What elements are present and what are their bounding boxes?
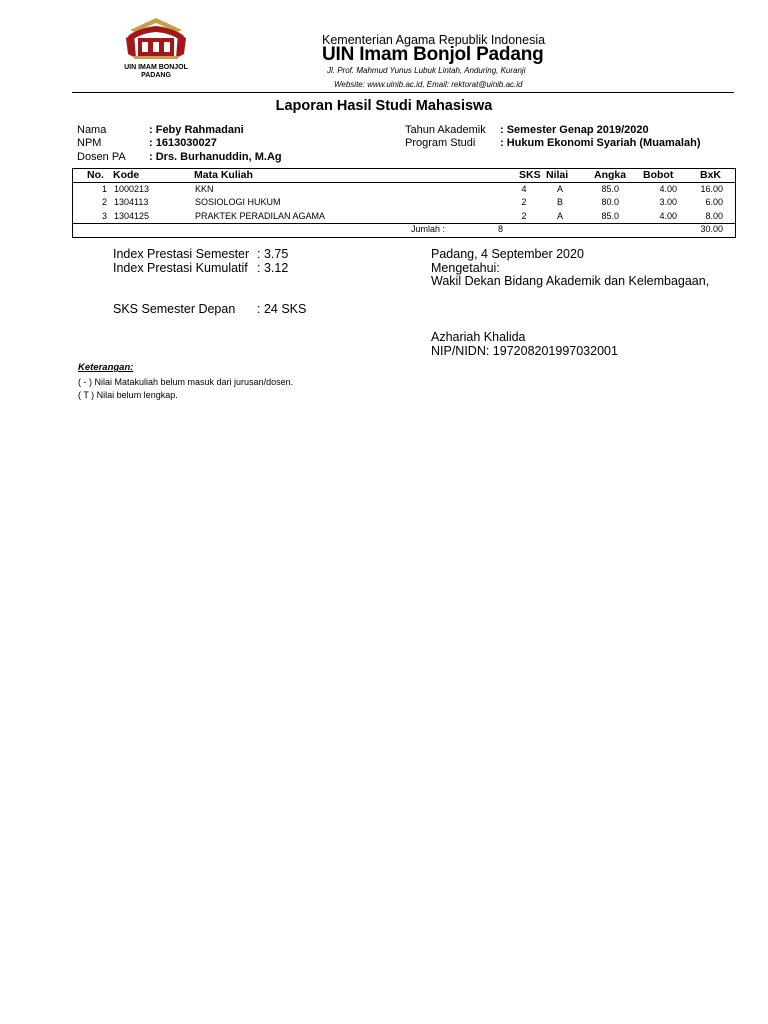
table-cell-mata-kuliah: SOSIOLOGI HUKUM	[195, 197, 281, 207]
nama-value: : Feby Rahmadani	[149, 124, 244, 136]
header-mata-kuliah: Mata Kuliah	[194, 169, 253, 181]
dosen-value: : Drs. Burhanuddin, M.Ag	[149, 151, 282, 163]
sks-depan-label: SKS Semester Depan	[113, 302, 236, 316]
university-address: Jl. Prof. Mahmud Yunus Lubuk Lintah, Anduring, Kuranji	[327, 66, 526, 75]
ipk-value: : 3.12	[257, 261, 289, 275]
table-cell-bobot: 3.00	[659, 197, 677, 207]
table-cell-bxk: 8.00	[705, 211, 723, 221]
ips-label: Index Prestasi Semester	[113, 247, 250, 261]
ips-value: : 3.75	[257, 247, 289, 261]
report-title: Laporan Hasil Studi Mahasiswa	[275, 98, 493, 114]
table-cell-mata-kuliah: PRAKTEK PERADILAN AGAMA	[195, 211, 326, 221]
note-item: ( T ) Nilai belum lengkap.	[78, 390, 178, 400]
table-cell-sks: 2	[521, 197, 527, 207]
tahun-label: Tahun Akademik	[405, 124, 486, 136]
university-name: UIN Imam Bonjol Padang	[322, 44, 544, 65]
table-cell-mata-kuliah: KKN	[195, 184, 214, 194]
header-bxk: BxK	[700, 169, 722, 181]
ministry-name: Kementerian Agama Republik Indonesia	[322, 33, 546, 47]
prodi-value: : Hukum Ekonomi Syariah (Muamalah)	[500, 137, 701, 149]
table-cell-bxk: 6.00	[705, 197, 723, 207]
dosen-label: Dosen PA	[77, 151, 126, 163]
total-label: Jumlah :	[411, 224, 446, 234]
table-cell-angka: 85.0	[601, 184, 619, 194]
logo-caption: UIN IMAM BONJOL PADANG	[124, 64, 188, 79]
table-cell-kode: 1000213	[114, 184, 150, 194]
total-bxk: 30.00	[700, 224, 723, 234]
npm-value: : 1613030027	[149, 137, 217, 149]
table-cell-kode: 1304125	[114, 211, 150, 221]
signer-position: Wakil Dekan Bidang Akademik dan Kelembagaan,	[431, 274, 710, 288]
mengetahui-label: Mengetahui:	[431, 261, 500, 275]
table-body-rule	[73, 223, 735, 224]
table-cell-sks: 2	[521, 211, 527, 221]
header-angka: Angka	[594, 169, 627, 181]
table-cell-no: 1	[101, 184, 107, 194]
sks-depan-value: : 24 SKS	[257, 302, 307, 316]
table-cell-nilai: A	[556, 211, 563, 221]
header-sks: SKS	[519, 169, 541, 181]
table-cell-sks: 4	[521, 184, 527, 194]
table-cell-no: 3	[101, 211, 107, 221]
note-item: ( - ) Nilai Matakuliah belum masuk dari jurusan/dosen.	[78, 377, 294, 387]
header-no: No.	[87, 169, 104, 181]
table-header-rule	[73, 182, 735, 183]
table-cell-angka: 80.0	[601, 197, 619, 207]
npm-label: NPM	[77, 137, 102, 149]
total-sks: 8	[498, 224, 504, 234]
prodi-label: Program Studi	[405, 137, 476, 149]
place-date: Padang, 4 September 2020	[431, 247, 584, 261]
signer-name: Azhariah Khalida	[431, 330, 526, 344]
ipk-label: Index Prestasi Kumulatif	[113, 261, 248, 275]
table-cell-kode: 1304113	[114, 197, 149, 207]
grades-table	[72, 168, 736, 238]
table-cell-bobot: 4.00	[659, 184, 677, 194]
notes-title: Keterangan:	[78, 362, 134, 373]
signer-nip: NIP/NIDN: 197208201997032001	[431, 344, 618, 358]
table-cell-nilai: A	[556, 184, 563, 194]
university-logo	[124, 16, 188, 64]
table-cell-bobot: 4.00	[659, 211, 677, 221]
header-bobot: Bobot	[643, 169, 674, 181]
table-cell-bxk: 16.00	[700, 184, 723, 194]
header-divider	[72, 92, 734, 93]
nama-label: Nama	[77, 124, 107, 136]
university-website: Website: www.uinib.ac.id, Email: rektorat@uinib.ac.id	[334, 80, 523, 89]
header-nilai: Nilai	[546, 169, 569, 181]
table-cell-no: 2	[101, 197, 107, 207]
table-cell-nilai: B	[556, 197, 563, 207]
tahun-value: : Semester Genap 2019/2020	[500, 124, 649, 136]
header-kode: Kode	[113, 169, 140, 181]
table-cell-angka: 85.0	[601, 211, 619, 221]
